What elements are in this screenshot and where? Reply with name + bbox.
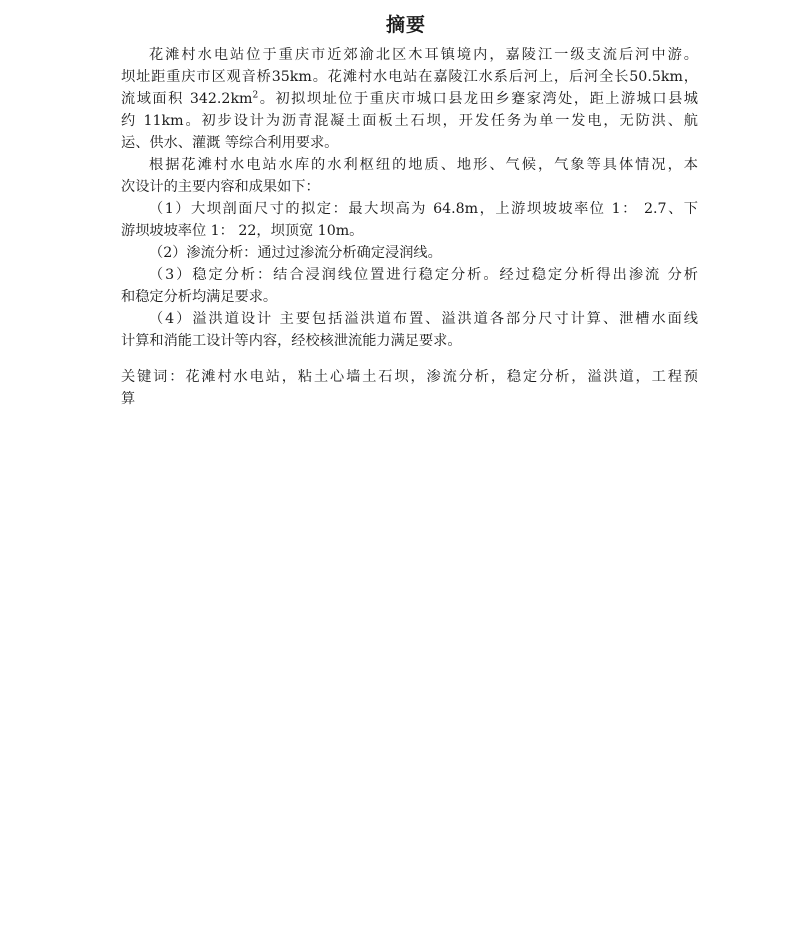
paragraph-stability xyxy=(121,264,698,308)
paragraph-design-scope xyxy=(121,154,698,198)
paragraph-spillway xyxy=(121,308,698,352)
text-line: 运、供水、灌溉 等综合利用要求。 xyxy=(121,135,339,151)
text-segment: 流域面积 342.2km xyxy=(121,91,253,107)
text-line: 算 xyxy=(121,391,136,407)
text-line: （2）渗流分析：通过过渗流分析确定浸润线。 xyxy=(149,245,442,261)
paragraph-dam-profile xyxy=(121,198,698,242)
text-line: 和稳定分析均满足要求。 xyxy=(121,289,278,305)
text-line: （4）溢洪道设计 主要包括溢洪道布置、溢洪道各部分尺寸计算、泄槽水面线 xyxy=(149,311,698,327)
text-line: 次设计的主要内容和成果如下： xyxy=(121,179,320,195)
text-line: 坝址距重庆市区观音桥35km。花滩村水电站在嘉陵江水系后河上，后河全长50.5km， xyxy=(121,69,698,85)
text-line: 花滩村水电站位于重庆市近郊渝北区木耳镇境内，嘉陵江一级支流后河中游。 xyxy=(149,47,698,63)
page-title: 摘要 xyxy=(385,14,426,36)
text-line: 游坝坡坡率位 1： 22，坝顶宽 10m。 xyxy=(121,223,364,239)
superscript: 2 xyxy=(252,90,259,101)
text-segment: 。初拟坝址位于重庆市城口县龙田乡蹇家湾处，距上游城口县城 xyxy=(258,91,698,107)
text-line: 根据花滩村水电站水库的水利枢纽的地质、地形、气候，气象等具体情况，本 xyxy=(149,157,698,173)
text-line: 关键词：花滩村水电站，粘土心墙土石坝，渗流分析，稳定分析，溢洪道，工程预 xyxy=(121,369,698,385)
text-line xyxy=(121,88,698,110)
abstract-body xyxy=(121,44,698,410)
paragraph-gap xyxy=(121,352,698,366)
text-line: 约 11km。初步设计为沥青混凝土面板土石坝，开发任务为单一发电，无防洪、航 xyxy=(121,113,698,129)
text-line: （1）大坝剖面尺寸的拟定：最大坝高为 64.8m，上游坝坡坡率位 1： 2.7、下 xyxy=(149,201,698,217)
text-line: （3）稳定分析：结合浸润线位置进行稳定分析。经过稳定分析得出渗流 分析 xyxy=(149,267,698,283)
keywords xyxy=(121,366,698,410)
text-line: 计算和消能工设计等内容，经校核泄流能力满足要求。 xyxy=(121,333,462,349)
paragraph-seepage xyxy=(121,242,698,264)
paragraph-location xyxy=(121,44,698,154)
